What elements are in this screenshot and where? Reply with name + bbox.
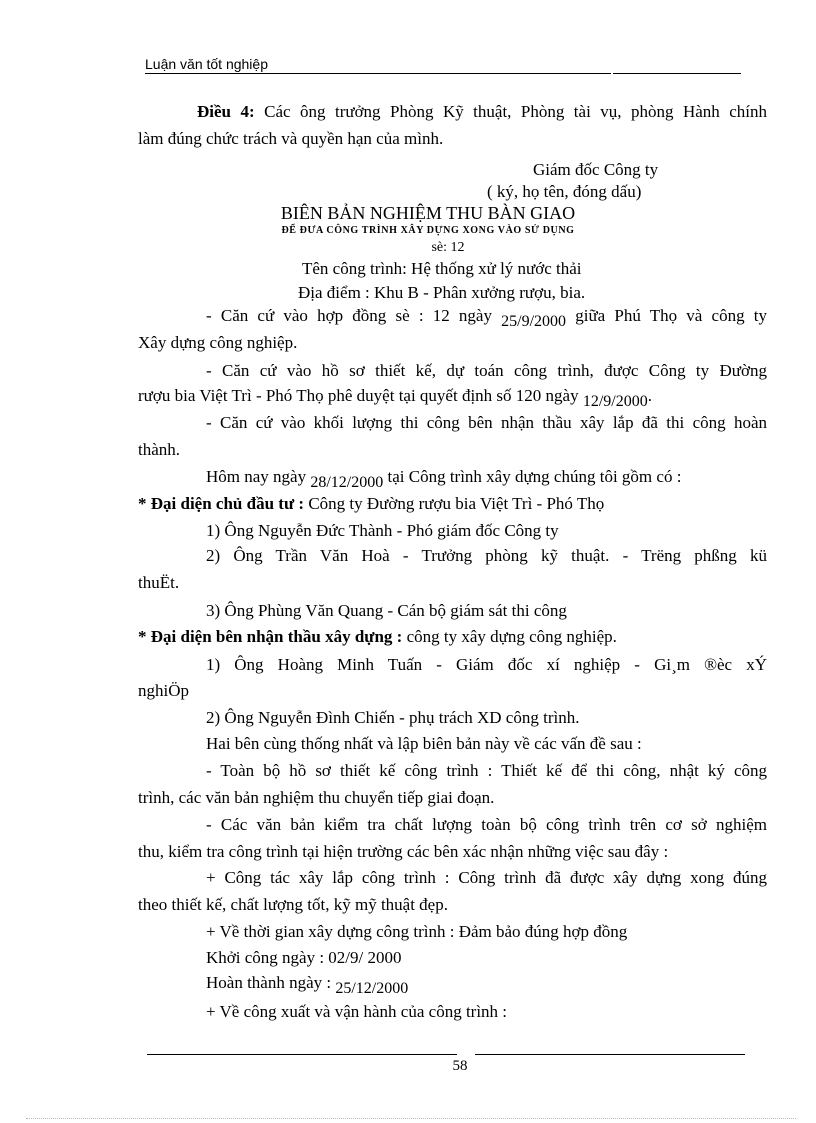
- para-agreement: Hai bên cùng thống nhất và lập biên bản này về các vấn đề sau :: [206, 734, 642, 753]
- article-4-line-2: làm đúng chức trách và quyền hạn của mình.: [138, 129, 444, 148]
- article-4-label: Điều 4:: [197, 102, 255, 121]
- doc-number: sè: 12: [431, 240, 465, 255]
- contractor-member-1-line-1: 1) Ông Hoàng Minh Tuấn - Giám đốc xí nghiệp - Gi¸m ®èc xÝ: [206, 655, 767, 674]
- para-construction-line-2: theo thiết kế, chất lượng tốt, kỹ mỹ thuật đẹp.: [138, 895, 448, 914]
- owner-representative: * Đại diện chủ đầu tư : Công ty Đường rượu bia Việt Trì - Phó Thọ: [138, 494, 605, 513]
- header-title: Luận văn tốt nghiệp: [145, 56, 268, 72]
- para-today: Hôm nay ngày 28/12/2000 tại Công trình xây dựng chúng tôi gồm có :: [206, 467, 682, 491]
- para-quality-line-1: - Các văn bản kiểm tra chất lượng toàn bộ công trình trên cơ sở nghiệm: [206, 815, 767, 834]
- owner-member-2-line-1: 2) Ông Trần Văn Hoà - Trưởng phòng kỹ thuật. - Trëng phßng kü: [206, 546, 767, 565]
- page-number: 58: [452, 1058, 468, 1074]
- project-location: Địa điểm : Khu B - Phân xưởng rượu, bia.: [298, 283, 586, 302]
- page-bottom-dotted-rule: [26, 1118, 796, 1119]
- signature-note: ( ký, họ tên, đóng dấu): [487, 182, 642, 201]
- contractor-member-2: 2) Ông Nguyễn Đình Chiến - phụ trách XD công trình.: [206, 708, 580, 727]
- para-quality-line-2: thu, kiểm tra công trình tại hiện trường các bên xác nhận những việc sau đây :: [138, 842, 669, 861]
- meeting-date: 28/12/2000: [310, 474, 384, 491]
- start-date: Khởi công ngày : 02/9/ 2000: [206, 948, 402, 967]
- contract-date: 25/9/2000: [501, 313, 567, 330]
- para-schedule: + Về thời gian xây dựng công trình : Đảm bảo đúng hợp đồng: [206, 922, 628, 941]
- para-design-line-1: - Căn cứ vào hồ sơ thiết kế, dự toán công trình, được Công ty Đường: [206, 361, 767, 380]
- para-volume-line-1: - Căn cứ vào khối lượng thi công bên nhận thầu xây lắp đã thi công hoàn: [206, 413, 767, 432]
- doc-title: BIÊN BẢN NGHIỆM THU BÀN GIAO: [280, 203, 576, 223]
- para-records-line-1: - Toàn bộ hồ sơ thiết kế công trình : Thiết kế để thi công, nhật ký công: [206, 761, 767, 780]
- para-design-line-2: rượu bia Việt Trì - Phó Thọ phê duyệt tại quyết định số 120 ngày 12/9/2000.: [138, 386, 652, 410]
- completion-date-value: 25/12/2000: [335, 980, 409, 997]
- article-4-line-1: [197, 102, 767, 122]
- footer-rule-right: [475, 1054, 745, 1055]
- article-4-text: Các ông trưởng Phòng Kỹ thuật, Phòng tài vụ, phòng Hành chính: [264, 102, 768, 121]
- header-rule: [145, 73, 611, 74]
- completion-date: Hoàn thành ngày : 25/12/2000: [206, 973, 409, 997]
- contractor-label: * Đại diện bên nhận thầu xây dựng :: [138, 627, 403, 646]
- doc-subtitle: ĐỂ ĐƯA CÔNG TRÌNH XÂY DỰNG XONG VÀO SỬ DỤNG: [281, 225, 575, 236]
- para-volume-line-2: thành.: [138, 440, 181, 459]
- owner-member-3: 3) Ông Phùng Văn Quang - Cán bộ giám sát thi công: [206, 601, 567, 620]
- para-contract-line-1: - Căn cứ vào hợp đồng sè : 12 ngày 25/9/2000 giữa Phú Thọ và công ty: [206, 306, 767, 330]
- contractor-member-1-line-2: nghiÖp: [138, 681, 189, 700]
- decision-date: 12/9/2000: [582, 393, 648, 410]
- para-contract-line-2: Xây dựng công nghiệp.: [138, 333, 298, 352]
- para-construction-line-1: + Công tác xây lắp công trình : Công trình đã được xây dựng xong đúng: [206, 868, 767, 887]
- owner-member-2-line-2: thuËt.: [138, 573, 180, 592]
- para-capacity: + Về công xuất và vận hành của công trình :: [206, 1002, 508, 1021]
- page-header: [145, 56, 741, 74]
- signature-title: Giám đốc Công ty: [533, 160, 659, 179]
- contractor-representative: * Đại diện bên nhận thầu xây dựng : công ty xây dựng công nghiệp.: [138, 627, 617, 646]
- owner-label: * Đại diện chủ đầu tư :: [138, 494, 305, 513]
- header-rule-short: [613, 73, 741, 74]
- owner-member-1: 1) Ông Nguyễn Đức Thành - Phó giám đốc Công ty: [206, 521, 559, 540]
- project-name: Tên công trình: Hệ thống xử lý nước thải: [302, 259, 582, 278]
- para-records-line-2: trình, các văn bản nghiệm thu chuyển tiếp giai đoạn.: [138, 788, 495, 807]
- footer-rule-left: [147, 1054, 457, 1055]
